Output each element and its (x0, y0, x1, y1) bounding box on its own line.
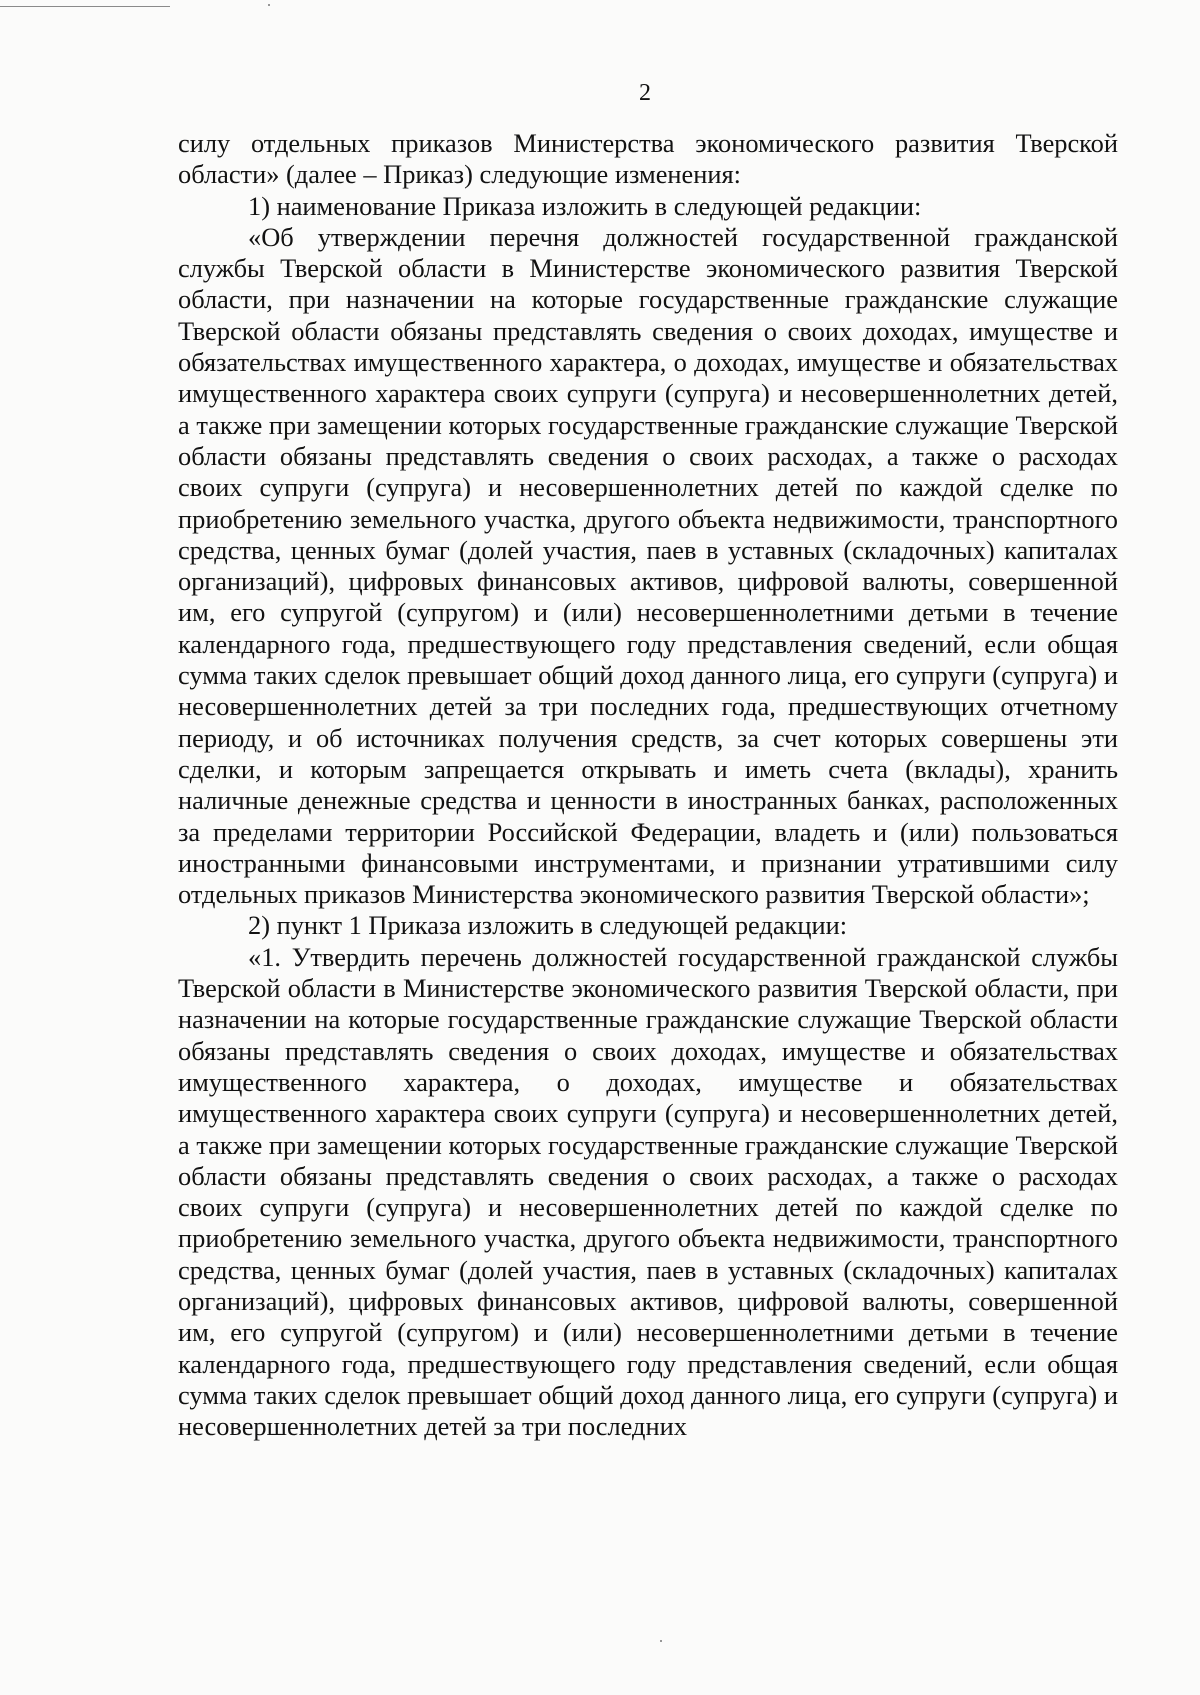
paragraph-clause-quote: «1. Утвердить перечень должностей государственной гражданской службы Тверской области в Министерстве экономического развития Тверской области, при назначении на которые государственные гражданские служащие Тверской области обязаны представлять сведения о своих доходах, имуществе и обязательствах имущественного характера, о доходах, имуществе и обязательствах имущественного характера своих супруги (супруга) и несовершеннолетних детей, а также при замещении которых государственные гражданские служащие Тверской области обязаны представлять сведения о своих расходах, а также о расходах своих супруги (супруга) и несовершеннолетних детей по каждой сделке по приобретению земельного участка, другого объекта недвижимости, транспортного средства, ценных бумаг (долей участия, паев в уставных (складочных) капиталах организаций), цифровых финансовых активов, цифровой валюты, совершенной им, его супругой (супругом) и (или) несовершеннолетними детьми в течение календарного года, предшествующего году представления сведений, если общая сумма таких сделок превышает общий доход данного лица, его супруги (супруга) и несовершеннолетних детей за три последних (178, 941, 1118, 1442)
paragraph-continuation: силу отдельных приказов Министерства экономического развития Тверской области» (далее – Приказ) следующие изменения: (178, 128, 1118, 190)
paragraph-item-2: 2) пункт 1 Приказа изложить в следующей редакции: (248, 910, 848, 941)
paragraph-item-1: 1) наименование Приказа изложить в следующей редакции: (248, 190, 922, 221)
document-body (178, 128, 1118, 1442)
scan-artifact-line (0, 6, 170, 7)
scan-artifact-dot (268, 4, 270, 6)
paragraph-title-quote: «Об утверждении перечня должностей государственной гражданской службы Тверской области в Министерстве экономического развития Тверской области, при назначении на которые государственные гражданские служащие Тверской области обязаны представлять сведения о своих доходах, имуществе и обязательствах имущественного характера, о доходах, имуществе и обязательствах имущественного характера своих супруги (супруга) и несовершеннолетних детей, а также при замещении которых государственные гражданские служащие Тверской области обязаны представлять сведения о своих расходах, а также о расходах своих супруги (супруга) и несовершеннолетних детей по каждой сделке по приобретению земельного участка, другого объекта недвижимости, транспортного средства, ценных бумаг (долей участия, паев в уставных (складочных) капиталах организаций), цифровых финансовых активов, цифровой валюты, совершенной им, его супругой (супругом) и (или) несовершеннолетними детьми в течение календарного года, предшествующего году представления сведений, если общая сумма таких сделок превышает общий доход данного лица, его супруги (супруга) и несовершеннолетних детей за три последних года, предшествующих отчетному периоду, и об источниках получения средств, за счет которых совершены эти сделки, и которым запрещается открывать и иметь счета (вклады), хранить наличные денежные средства и ценности в иностранных банках, расположенных за пределами территории Российской Федерации, владеть и (или) пользоваться иностранными финансовыми инструментами, и признании утратившими силу отдельных приказов Министерства экономического развития Тверской области»; (178, 221, 1118, 910)
scan-artifact-dot (660, 1640, 662, 1642)
page-number: 2 (639, 80, 651, 106)
